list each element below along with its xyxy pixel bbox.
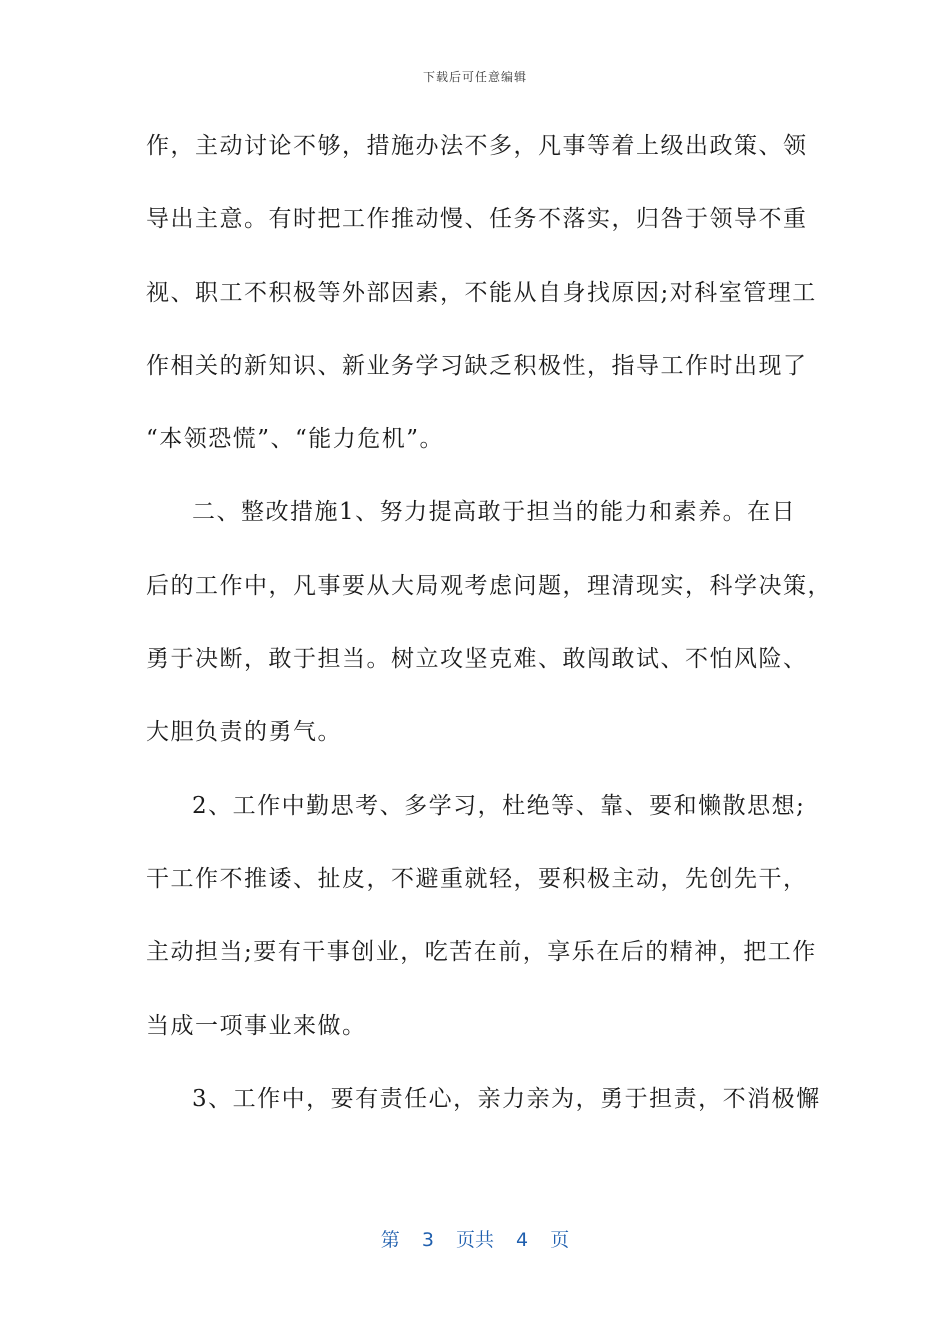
text-line: 勇于决断，敢于担当。树立攻坚克难、敢闯敢试、不怕风险、 — [146, 646, 808, 673]
footer-suffix: 页 — [550, 1229, 570, 1251]
text-line: “本领恐慌”、“能力危机”。 — [146, 426, 445, 453]
text-line: 干工作不推诿、扯皮，不避重就轻，要积极主动，先创先干， — [146, 865, 808, 892]
paragraph-start-line: 3、工作中，要有责任心，亲力亲为，勇于担责，不消极懈 — [192, 1085, 821, 1112]
page-header: 下载后可任意编辑 — [422, 70, 527, 84]
text-line: 主动担当;要有干事创业，吃苦在前，享乐在后的精神，把工作 — [146, 939, 817, 966]
text-line: 当成一项事业来做。 — [146, 1012, 367, 1039]
footer-middle: 页共 — [455, 1229, 494, 1251]
footer-prefix: 第 — [380, 1229, 400, 1251]
text-line: 作，主动讨论不够，措施办法不多，凡事等着上级出政策、领 — [146, 133, 808, 159]
paragraph-start-line: 2、工作中勤思考、多学习，杜绝等、靠、要和懒散思想; — [192, 792, 806, 819]
page-footer — [0, 1225, 950, 1252]
paragraph-start-line: 二、整改措施1、努力提高敢于担当的能力和素养。在日 — [192, 499, 797, 526]
text-line: 视、职工不积极等外部因素，不能从自身找原因;对科室管理工 — [146, 279, 817, 306]
text-line: 导出主意。有时把工作推动慢、任务不落实，归咎于领导不重 — [146, 206, 808, 233]
footer-current-page: 3 — [421, 1229, 434, 1251]
text-line: 后的工作中，凡事要从大局观考虑问题，理清现实，科学决策， — [146, 572, 832, 599]
document-body — [146, 118, 832, 1144]
text-line: 大胆负责的勇气。 — [146, 719, 342, 746]
footer-total-pages: 4 — [516, 1229, 529, 1251]
text-line: 作相关的新知识、新业务学习缺乏积极性，指导工作时出现了 — [146, 352, 808, 379]
